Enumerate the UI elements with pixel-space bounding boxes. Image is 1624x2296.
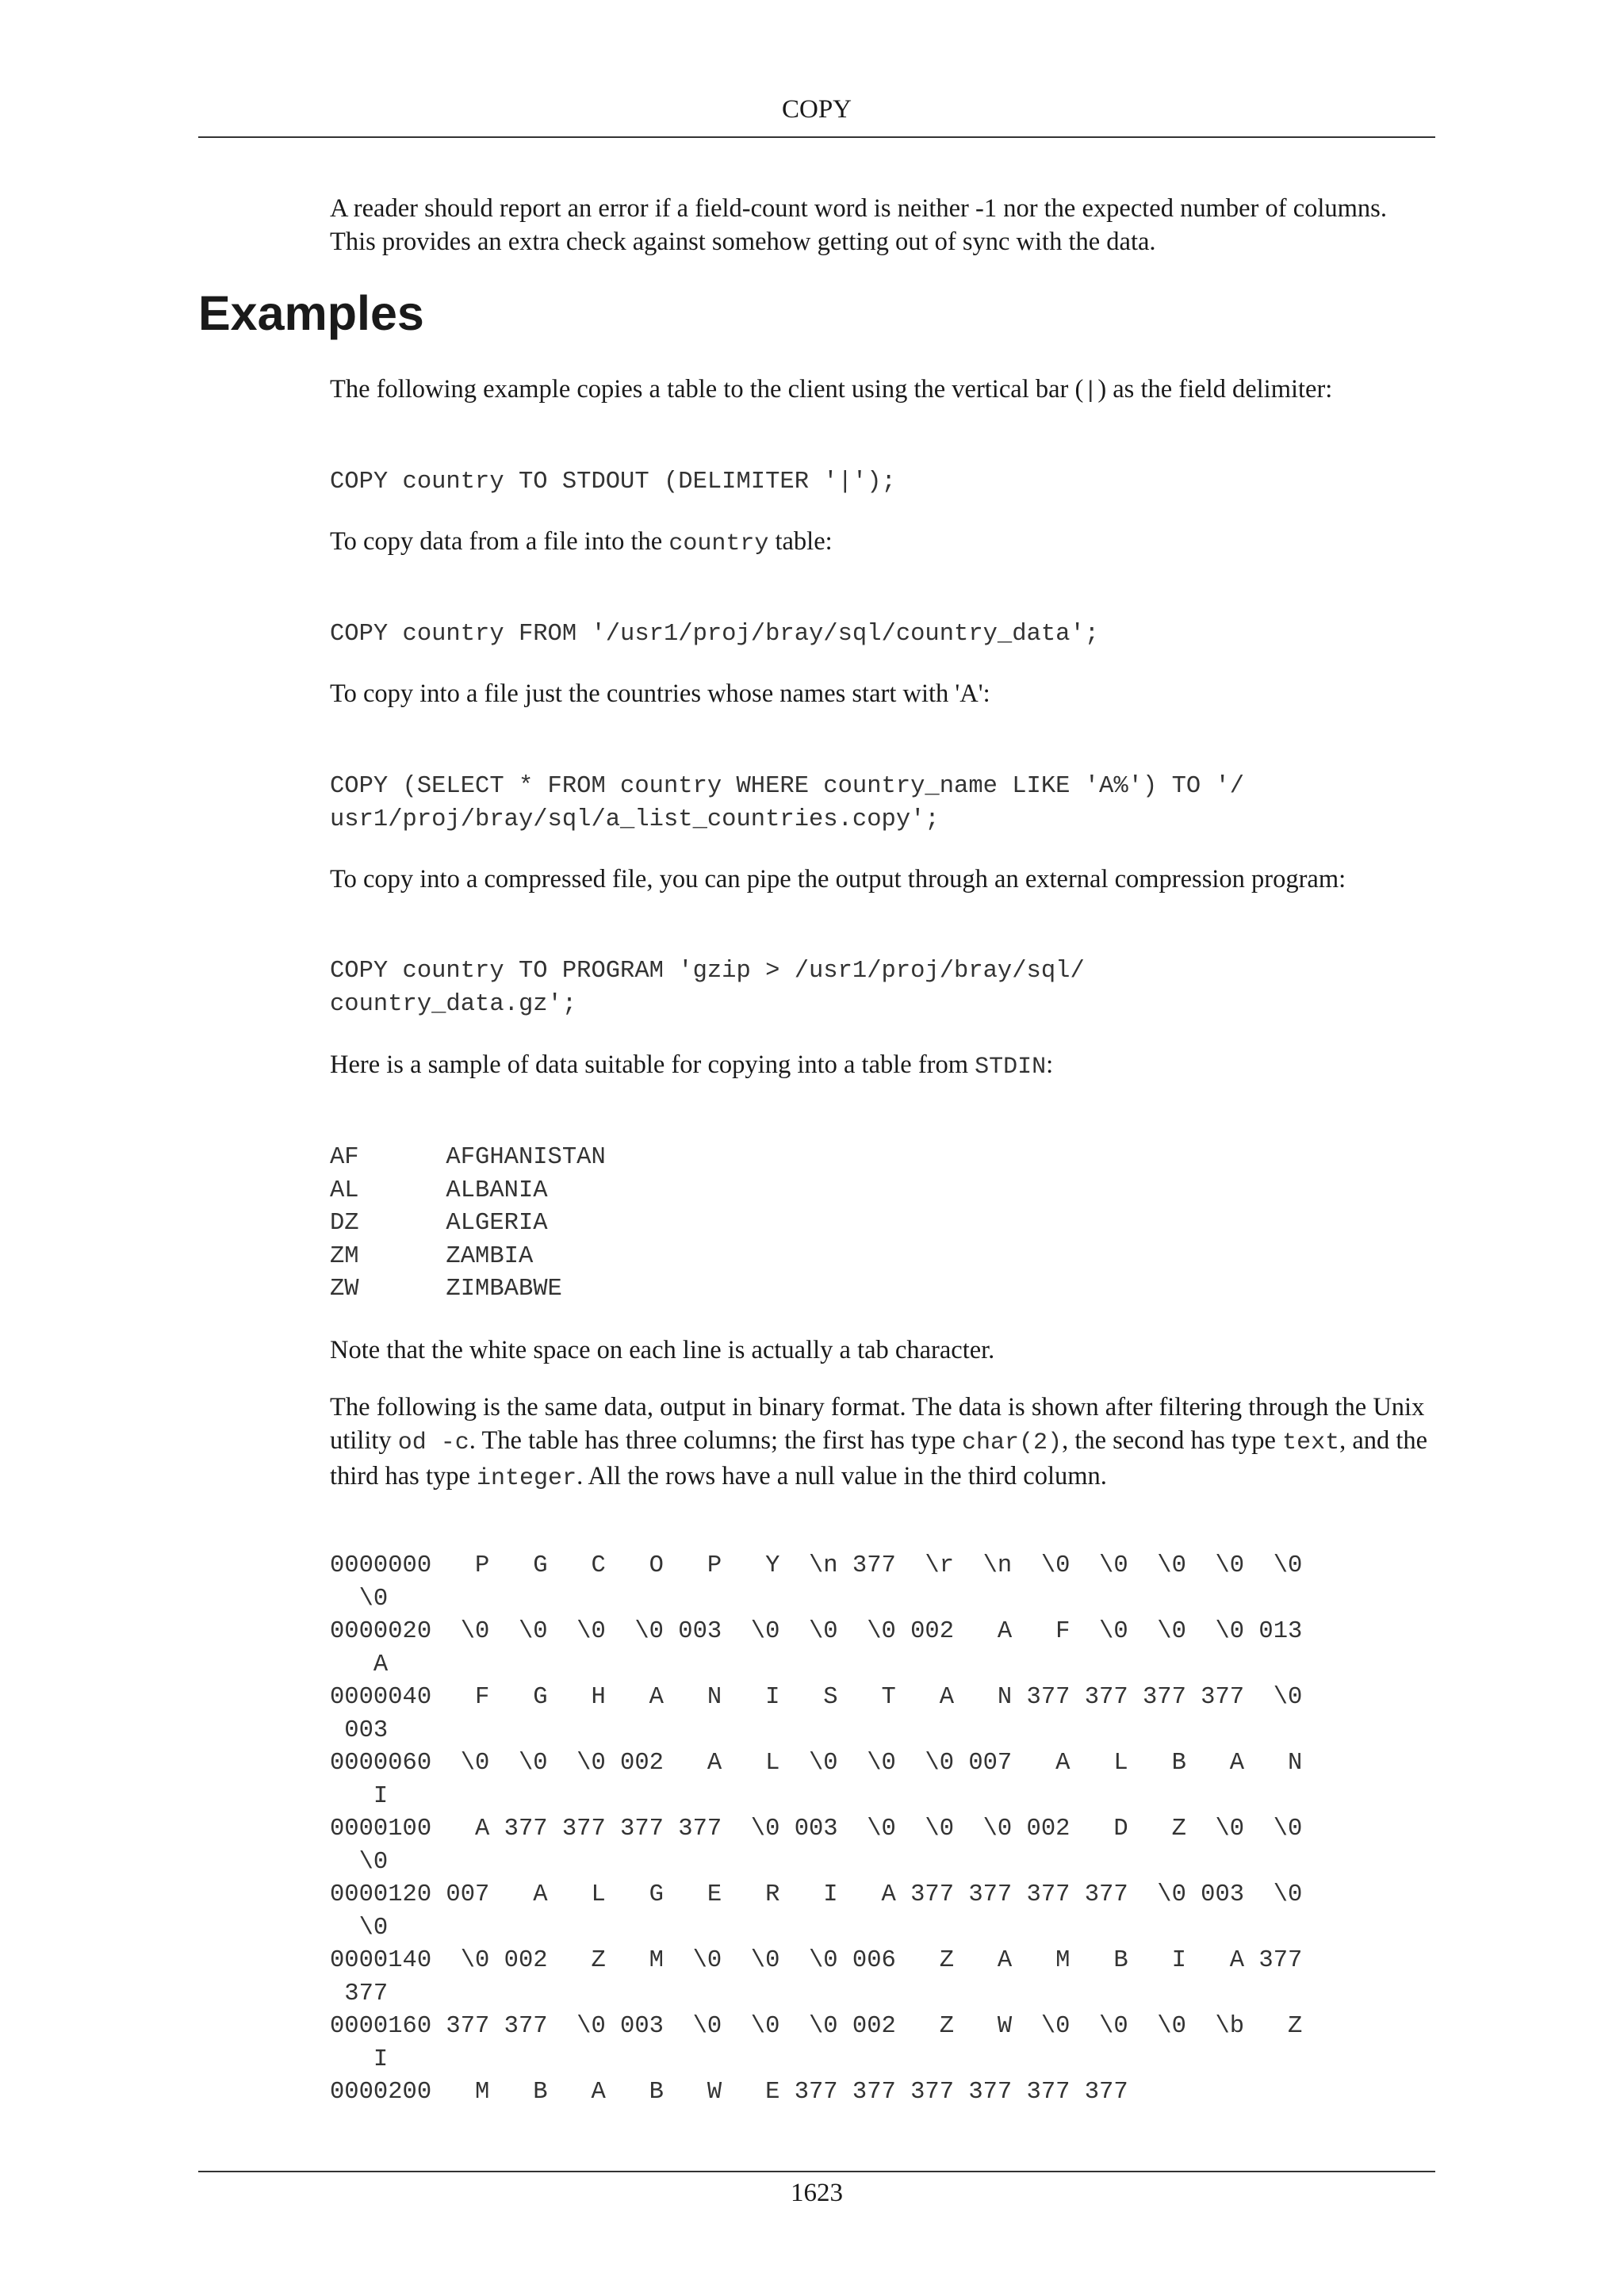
sample-data-block: AF AFGHANISTAN AL ALBANIA DZ ALGERIA ZM ZAMBIA ZW ZIMBABWE <box>330 1144 606 1303</box>
inline-code: integer <box>477 1465 577 1492</box>
text-span: The following is the same data, output in binary format. The data is shown after filtering through the Unix utility <box>330 1393 1425 1455</box>
inline-code: char(2) <box>962 1429 1063 1456</box>
text-span: , and the third has type <box>330 1426 1428 1490</box>
example-1-description <box>330 373 1435 408</box>
text-span: . All the rows have a null value in the third column. <box>576 1462 1107 1490</box>
binary-dump-block: 0000000 P G C O P Y \n 377 \r \n \0 \0 \0 \0 \0 \0 0000020 \0 \0 \0 \0 003 \0 \0 \0 002 A F \0 \0 \0 013 A 0000040 F G H A N I S T A N 377 377 377 377 \0 003 0000060 \0 \0 \0 002 A L \0 \0 \0 007 A L B A N I 0000100 A 377 377 377 377 \0 003 \0 \0 \0 002 D Z \0 \0 \0 0000120 007 A L G E R I A 377 377 377 377 \0 003 \0 \0 0000140 \0 002 Z M \0 \0 \0 006 Z A M B I A 377 377 0000160 377 377 \0 003 \0 \0 \0 002 Z W \0 \0 \0 \b Z I 0000200 M B A B W E 377 377 377 377 377 377 <box>330 1552 1303 2106</box>
text-span: Here is a sample of data suitable for copying into a table from <box>330 1050 975 1079</box>
code-example-3: COPY (SELECT * FROM country WHERE country_name LIKE 'A%') TO '/ usr1/proj/bray/sql/a_list_countries.copy'; <box>330 773 1245 833</box>
text-span: To copy data from a file into the <box>330 527 669 556</box>
page-number: 1623 <box>791 2179 843 2207</box>
inline-code: text <box>1282 1429 1340 1456</box>
text-span: The following example copies a table to the client using the vertical bar ( <box>330 375 1084 404</box>
inline-code: | <box>1083 378 1098 405</box>
footer-rule <box>198 2171 1435 2172</box>
code-example-1: COPY country TO STDOUT (DELIMITER '|'); <box>330 469 896 496</box>
intro-paragraph: A reader should report an error if a field-count word is neither -1 nor the expected number of columns. This provides an extra check against somehow getting out of sync with the data. <box>330 194 1387 256</box>
text-span: table: <box>768 527 833 556</box>
inline-code: od -c <box>397 1429 469 1456</box>
text-span: : <box>1046 1050 1054 1079</box>
running-header: COPY <box>781 95 852 124</box>
text-span: , the second has type <box>1062 1426 1283 1455</box>
code-example-4: COPY country TO PROGRAM 'gzip > /usr1/proj/bray/sql/ country_data.gz'; <box>330 958 1085 1018</box>
example-3-description: To copy into a file just the countries whose names start with 'A': <box>330 679 990 708</box>
header-rule <box>198 136 1435 138</box>
inline-code: STDIN <box>975 1054 1047 1081</box>
example-5-description <box>330 1048 1435 1084</box>
code-example-2: COPY country FROM '/usr1/proj/bray/sql/country_data'; <box>330 621 1100 648</box>
example-4-description: To copy into a compressed file, you can pipe the output through an external compression program: <box>330 865 1346 894</box>
section-title: Examples <box>198 286 424 340</box>
text-span: ) as the field delimiter: <box>1097 375 1333 404</box>
tab-note: Note that the white space on each line is actually a tab character. <box>330 1336 995 1364</box>
example-2-description <box>330 525 1435 561</box>
binary-format-description <box>330 1391 1435 1495</box>
inline-code: country <box>668 530 769 557</box>
text-span: . The table has three columns; the first has type <box>469 1426 963 1455</box>
